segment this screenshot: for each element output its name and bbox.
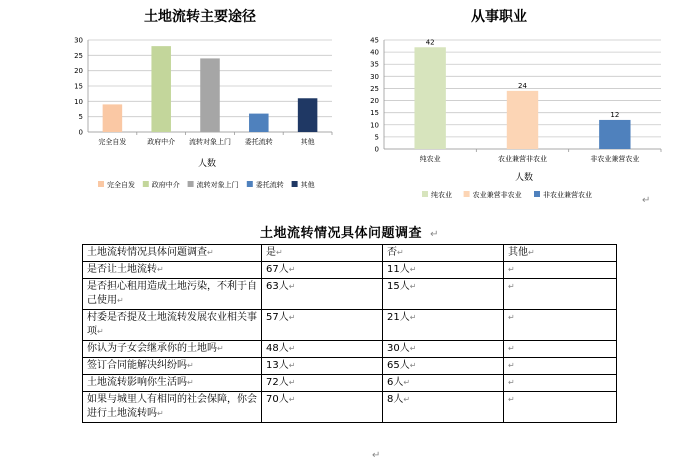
table-row — [83, 375, 617, 392]
y-tick-label: 30 — [370, 72, 379, 81]
paragraph-mark: ↵ — [508, 378, 515, 387]
y-tick-label: 25 — [74, 51, 83, 60]
y-tick-label: 40 — [370, 48, 379, 57]
yes-cell — [262, 392, 383, 423]
paragraph-mark: ↵ — [409, 344, 417, 353]
table-title — [0, 222, 699, 241]
paragraph-mark: ↵ — [288, 313, 296, 322]
question-cell — [83, 375, 262, 392]
question-cell — [83, 358, 262, 375]
bar — [200, 58, 220, 132]
question-cell-text: 你认为子女会继承你的土地吗 — [87, 343, 217, 354]
yes-cell-text: 48人 — [266, 343, 289, 354]
chart-title: 从事职业 — [471, 9, 527, 25]
chart-title: 土地流转主要途径 — [144, 9, 256, 25]
no-cell — [383, 279, 504, 310]
paragraph-mark: ↵ — [508, 361, 515, 370]
other-cell — [504, 310, 617, 341]
y-tick-label: 35 — [370, 60, 379, 69]
yes-cell-text: 57人 — [266, 312, 289, 323]
legend-swatch — [534, 191, 540, 197]
question-cell-text: 签订合同能解决纠纷吗 — [87, 360, 187, 371]
yes-cell-text: 67人 — [266, 264, 289, 275]
y-tick-label: 15 — [370, 109, 379, 118]
legend-entry: 完全自发 — [107, 181, 135, 189]
chart-land-transfer-routes — [0, 0, 340, 210]
paragraph-mark: ↵ — [508, 265, 515, 274]
y-tick-label: 5 — [374, 133, 379, 142]
y-tick-label: 15 — [74, 82, 83, 91]
question-cell — [83, 392, 262, 423]
paragraph-mark: ↵ — [97, 327, 104, 336]
x-tick-label: 委托流转 — [244, 138, 273, 146]
y-tick-label: 20 — [370, 97, 379, 106]
paragraph-mark: ↵ — [409, 361, 417, 370]
paragraph-mark: ↵ — [217, 344, 224, 353]
legend-swatch — [247, 181, 253, 187]
yes-cell-text: 70人 — [266, 394, 289, 405]
x-axis-label: 人数 — [197, 159, 217, 169]
paragraph-mark: ↵ — [403, 395, 411, 404]
y-tick-label: 30 — [74, 36, 83, 45]
no-cell-text: 6人 — [387, 377, 404, 388]
y-tick-label: 0 — [374, 145, 379, 154]
bar — [507, 91, 538, 149]
no-cell — [383, 358, 504, 375]
question-cell-text: 是否让土地流转 — [87, 264, 157, 275]
table-row — [83, 358, 617, 375]
other-cell — [504, 262, 617, 279]
paragraph-mark: ↵ — [403, 378, 411, 387]
yes-cell — [262, 375, 383, 392]
paragraph-mark: ↵ — [157, 265, 164, 274]
no-cell — [383, 262, 504, 279]
chart-occupation — [356, 0, 686, 210]
y-tick-label: 10 — [370, 121, 379, 130]
legend-entry: 流转对象上门 — [196, 181, 239, 189]
bar — [599, 120, 630, 149]
paragraph-mark: ↵ — [117, 296, 124, 305]
y-tick-label: 0 — [78, 128, 83, 137]
table-title-text: 土地流转情况具体问题调查 — [260, 226, 423, 241]
paragraph-mark: ↵ — [288, 361, 296, 370]
question-cell — [83, 310, 262, 341]
paragraph-mark: ↵ — [508, 313, 515, 322]
header-other: 其他↵ — [504, 245, 617, 262]
paragraph-mark: ↵ — [409, 265, 417, 274]
x-tick-label: 纯农业 — [419, 155, 441, 163]
legend-entry: 委托流转 — [255, 181, 284, 189]
no-cell-text: 65人 — [387, 360, 410, 371]
paragraph-mark: ↵ — [288, 282, 296, 291]
paragraph-mark: ↵ — [372, 450, 381, 461]
table-row — [83, 392, 617, 423]
table-row — [83, 341, 617, 358]
paragraph-mark: ↵ — [157, 409, 164, 418]
header-question: 土地流转情况具体问题调查↵ — [83, 245, 262, 262]
paragraph-mark: ↵ — [508, 395, 515, 404]
legend-swatch — [98, 181, 104, 187]
other-cell — [504, 358, 617, 375]
survey-table — [82, 244, 617, 423]
question-cell — [83, 341, 262, 358]
bar — [414, 47, 445, 149]
yes-cell-text: 72人 — [266, 377, 289, 388]
x-axis-label: 人数 — [514, 173, 534, 183]
table-row — [83, 310, 617, 341]
yes-cell — [262, 310, 383, 341]
bar — [249, 114, 269, 132]
x-tick-label: 政府中介 — [147, 138, 176, 146]
other-cell — [504, 392, 617, 423]
paragraph-mark: ↵ — [288, 265, 296, 274]
no-cell — [383, 392, 504, 423]
no-cell — [383, 341, 504, 358]
header-no: 否↵ — [383, 245, 504, 262]
legend-entry: 非农业兼营农业 — [543, 191, 592, 199]
paragraph-mark: ↵ — [409, 313, 417, 322]
y-tick-label: 20 — [74, 67, 83, 76]
legend-swatch — [464, 191, 470, 197]
question-cell-text: 如果与城里人有相同的社会保障，你会进行土地流转吗 — [87, 394, 257, 419]
paragraph-mark: ↵ — [409, 282, 417, 291]
y-tick-label: 25 — [370, 84, 379, 93]
y-tick-label: 45 — [370, 36, 379, 45]
legend-entry: 其他 — [300, 181, 315, 189]
bar — [151, 46, 171, 132]
paragraph-mark: ↵ — [508, 282, 515, 291]
yes-cell — [262, 358, 383, 375]
question-cell — [83, 279, 262, 310]
yes-cell-text: 13人 — [266, 360, 289, 371]
legend-swatch — [188, 181, 194, 187]
paragraph-mark: ↵ — [430, 229, 439, 240]
paragraph-mark: ↵ — [642, 195, 651, 206]
question-cell-text: 土地流转影响你生活吗 — [87, 377, 187, 388]
table-header-row — [83, 245, 617, 262]
paragraph-mark: ↵ — [508, 344, 515, 353]
x-tick-label: 农业兼营非农业 — [498, 155, 547, 163]
header-yes: 是↵ — [262, 245, 383, 262]
no-cell — [383, 375, 504, 392]
paragraph-mark: ↵ — [187, 378, 194, 387]
y-tick-label: 10 — [74, 97, 83, 106]
y-tick-label: 5 — [78, 113, 83, 122]
bar — [298, 98, 318, 132]
no-cell-text: 11人 — [387, 264, 410, 275]
other-cell — [504, 341, 617, 358]
data-label: 12 — [610, 110, 620, 119]
legend-entry: 政府中介 — [151, 181, 180, 189]
paragraph-mark: ↵ — [288, 395, 296, 404]
x-tick-label: 完全自发 — [98, 138, 127, 146]
question-cell — [83, 262, 262, 279]
yes-cell — [262, 262, 383, 279]
data-label: 42 — [425, 38, 435, 47]
no-cell-text: 21人 — [387, 312, 410, 323]
question-cell-text: 村委是否提及土地流转发展农业相关事项 — [87, 312, 257, 337]
table-row — [83, 279, 617, 310]
yes-cell-text: 63人 — [266, 281, 289, 292]
bar — [103, 104, 123, 132]
legend-swatch — [422, 191, 428, 197]
paragraph-mark: ↵ — [288, 378, 296, 387]
paragraph-mark: ↵ — [187, 361, 194, 370]
paragraph-mark: ↵ — [288, 344, 296, 353]
no-cell-text: 8人 — [387, 394, 404, 405]
table-row — [83, 262, 617, 279]
other-cell — [504, 375, 617, 392]
legend-swatch — [292, 181, 298, 187]
yes-cell — [262, 279, 383, 310]
legend-swatch — [143, 181, 149, 187]
x-tick-label: 非农业兼营农业 — [590, 155, 640, 163]
no-cell-text: 15人 — [387, 281, 410, 292]
no-cell — [383, 310, 504, 341]
legend-entry: 农业兼营非农业 — [472, 191, 522, 199]
data-label: 24 — [518, 81, 527, 90]
question-cell-text: 是否担心租用造成土地污染，不利于自己使用 — [87, 281, 257, 306]
no-cell-text: 30人 — [387, 343, 410, 354]
yes-cell — [262, 341, 383, 358]
x-tick-label: 其他 — [300, 138, 315, 146]
legend-entry: 纯农业 — [431, 191, 452, 199]
other-cell — [504, 279, 617, 310]
x-tick-label: 流转对象上门 — [189, 138, 231, 146]
